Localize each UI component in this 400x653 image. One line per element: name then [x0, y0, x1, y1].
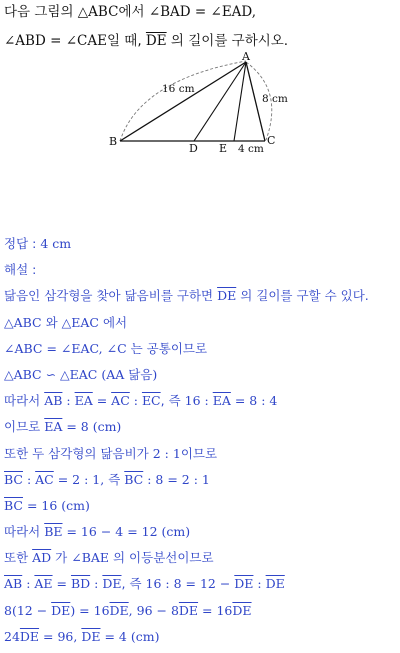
math: :: [253, 576, 266, 592]
segment: $\overline{DE}$: [178, 602, 199, 618]
text: 에서: [99, 314, 128, 330]
math: 8(12 −: [4, 602, 52, 618]
text: 이므로: [4, 419, 45, 435]
text: 는 공통이므로: [126, 340, 208, 356]
solution-line: [4, 444, 398, 470]
length-ab: 16 cm: [162, 83, 195, 95]
text: , 즉: [121, 576, 146, 592]
solution-line: [4, 470, 398, 496]
text: 에서: [118, 4, 149, 20]
problem-line-1: [4, 2, 396, 31]
solution-line: [4, 601, 398, 627]
segment: $\overline{BE}$: [44, 524, 63, 540]
math: =: [52, 576, 71, 592]
segment: $\overline{AC}$: [35, 471, 54, 487]
label-e: E: [219, 142, 228, 155]
math: :: [90, 576, 103, 592]
answer-value: 4 cm: [40, 236, 72, 251]
math: = 8 (cm): [62, 419, 122, 435]
solution-line: [4, 627, 398, 653]
text: 의 길이를 구하시오.: [166, 33, 289, 49]
segment: $\overline{BC}$: [4, 471, 23, 487]
solution-line: [4, 286, 398, 312]
math: :: [22, 471, 36, 487]
label-c: C: [267, 134, 276, 147]
solution-line: [4, 496, 398, 522]
explain-label: 해설 :: [4, 262, 37, 278]
text: 닮음: [128, 366, 153, 382]
solution-line: [4, 574, 398, 600]
segment: $\overline{EA}$: [212, 393, 231, 409]
segment: $\overline{DE}$: [232, 602, 252, 618]
math: ∠ABC = ∠EAC, ∠C: [4, 340, 127, 356]
segment: $\overline{EA}$: [74, 393, 93, 409]
math: :: [22, 576, 35, 592]
solution-line: [4, 522, 398, 548]
segment-ae: [234, 62, 246, 141]
segment-de: $\overline{DE}$: [217, 288, 237, 304]
segment: $\overline{DE}$: [265, 576, 285, 592]
math: = 96,: [39, 628, 82, 644]
text: 다음 그림의: [4, 4, 78, 20]
text: 의 길이를 구할 수 있다.: [236, 288, 369, 304]
text: , 즉: [160, 393, 185, 409]
side-ab: [120, 62, 246, 141]
text: 와: [41, 314, 62, 330]
segment: $\overline{DE}$: [102, 576, 122, 592]
text: 가: [51, 550, 72, 566]
math: 24: [4, 628, 20, 644]
solution: [4, 234, 398, 653]
math: : 8 = 2 : 1: [143, 471, 210, 487]
label-b: B: [109, 135, 118, 148]
text: 의 이등분선이므로: [109, 550, 214, 566]
math: = 8 : 4: [230, 393, 278, 409]
explain-label-line: [4, 260, 398, 286]
solution-line: [4, 313, 398, 339]
segment: $\overline{BC}$: [124, 471, 144, 487]
math: ∠BAE: [71, 550, 110, 566]
math: , 96 − 8: [128, 602, 179, 618]
math: = 16 − 4 = 12 (cm): [62, 524, 191, 540]
text: 또한 두 삼각형의 닮음비가: [4, 445, 153, 461]
angle-condition: ∠BAD = ∠EAD,: [148, 4, 257, 20]
triangle-abc: △ABC: [77, 4, 119, 20]
label-a: A: [242, 50, 250, 63]
text: 또한: [4, 550, 33, 566]
math: 16 : 8 = 12 −: [145, 576, 235, 592]
segment-ad: [194, 62, 246, 141]
answer-label: 정답 :: [4, 236, 37, 251]
math: :: [129, 393, 142, 409]
math: ): [152, 366, 158, 382]
segment: $\overline{EC}$: [141, 393, 161, 409]
length-ec: 4 cm: [238, 143, 264, 155]
solution-line: [4, 548, 398, 574]
segment: $\overline{AB}$: [4, 576, 23, 592]
math: :: [62, 393, 75, 409]
answer-line: [4, 234, 398, 260]
solution-line: [4, 339, 398, 365]
segment: $\overline{AE}$: [34, 576, 53, 592]
angle-condition: ∠ABD = ∠CAE: [4, 33, 107, 49]
segment: $\overline{AB}$: [44, 393, 63, 409]
text: 즉: [108, 471, 125, 487]
text: 따라서: [4, 393, 45, 409]
math: =: [92, 393, 112, 409]
math: △ABC: [4, 314, 42, 330]
solution-line: [4, 391, 398, 417]
math: 2 : 1: [152, 445, 181, 461]
text: 닮음인 삼각형을 찾아 닮음비를 구하면: [4, 288, 218, 304]
text: 일 때,: [106, 33, 146, 49]
text: 따라서: [4, 524, 45, 540]
segment: $\overline{DE}$: [51, 602, 71, 618]
math: = 2 : 1,: [53, 471, 109, 487]
label-d: D: [189, 142, 198, 155]
math: △ABC ∽ △EAC (AA: [4, 366, 129, 382]
triangle-figure: [100, 50, 300, 160]
segment: $\overline{DE}$: [19, 628, 40, 644]
math: 16 :: [184, 393, 213, 409]
math: = 16 (cm): [22, 497, 90, 513]
segment: $\overline{DE}$: [81, 628, 101, 644]
segment-de: $\overline{DE}$: [145, 33, 167, 49]
segment: $\overline{DE}$: [234, 576, 254, 592]
segment: $\overline{AC}$: [111, 393, 130, 409]
math: = 4 (cm): [100, 628, 160, 644]
segment: $\overline{DE}$: [109, 602, 129, 618]
segment: $\overline{AD}$: [32, 550, 52, 566]
math: ) = 16: [70, 602, 110, 618]
text: 이므로: [180, 445, 218, 461]
solution-line: [4, 417, 398, 443]
math: △EAC: [61, 314, 99, 330]
segment: $\overline{EA}$: [44, 419, 63, 435]
segment: $\overline{BD}$: [70, 576, 91, 592]
solution-line: [4, 365, 398, 391]
segment: $\overline{BC}$: [4, 497, 23, 513]
length-ac: 8 cm: [262, 93, 288, 105]
math: = 16: [198, 602, 233, 618]
